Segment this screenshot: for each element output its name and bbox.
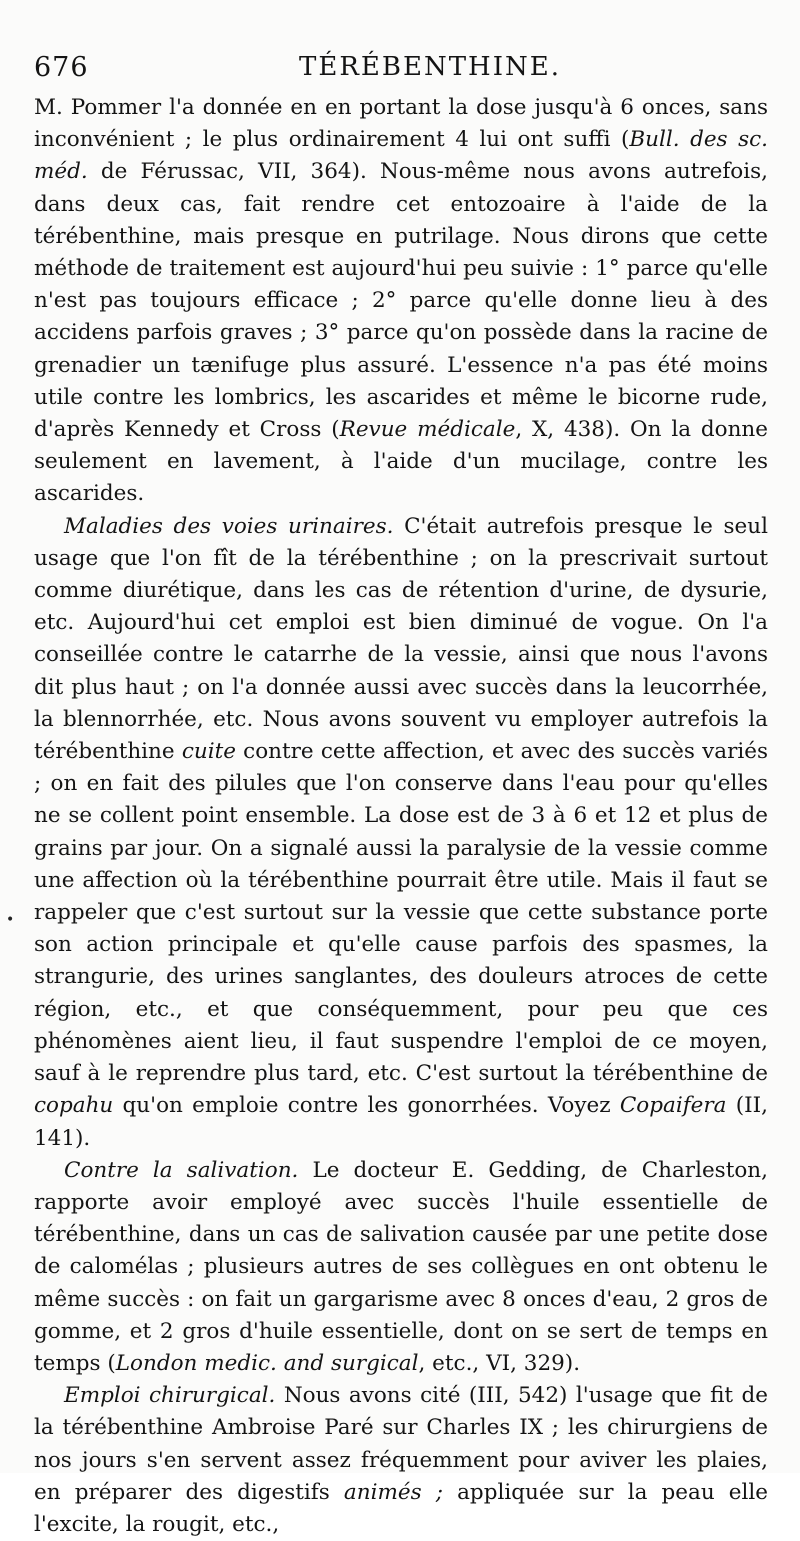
paragraph — [34, 92, 768, 511]
text-run: de Férussac, VII, 364). Nous-même nous avons autrefois, dans deux cas, fait rendre cet entozoaire à l'aide de la térébenthine, mais presque en putrilage. Nous dirons que cette méthode de traitement est aujourd'hui peu suivie : 1° parce qu'elle n'est pas toujours efficace ; 2° parce qu'elle donne lieu à des accidens parfois graves ; 3° parce qu'on possède dans la racine de grenadier un tænifuge plus assuré. L'essence n'a pas été moins utile contre les lombrics, les ascarides et même le bicorne rude, d'après Kennedy et Cross ( — [34, 159, 768, 443]
paragraph — [34, 1155, 768, 1380]
italic-text: London medic. and surgical — [115, 1350, 419, 1376]
text-run: (II, 141). — [34, 1093, 768, 1151]
paragraph — [34, 1380, 768, 1541]
italic-text: copahu — [34, 1093, 114, 1119]
running-title: TÉRÉBENTHINE. — [299, 52, 561, 82]
text-run: , etc., VI, 329). — [418, 1350, 581, 1376]
page-number: 676 — [34, 52, 89, 83]
page-header — [34, 48, 768, 92]
text-run: , X, 438). On la donne seulement en lavement, à l'aide d'un mucilage, contre les ascarides. — [34, 417, 768, 507]
italic-text: Bull. des sc. méd. — [34, 127, 769, 185]
italic-text: Contre la salivation. — [64, 1157, 299, 1183]
italic-text: Revue médicale — [339, 417, 516, 443]
text-run: Le docteur E. Gedding, de Charleston, rapporte avoir employé avec succès l'huile essentielle de térébenthine, dans un cas de salivation causée par une petite dose de calomélas ; plusieurs autres de ses collègues en ont obtenu le même succès : on fait un gargarisme avec 8 onces d'eau, 2 gros de gomme, et 2 gros d'huile essentielle, dont on se sert de temps en temps ( — [34, 1157, 768, 1376]
text-run: qu'on emploie contre les gonorrhées. Voyez — [113, 1093, 620, 1119]
paragraph — [34, 511, 768, 1155]
italic-text: Maladies des voies urinaires. — [64, 513, 394, 539]
body-text — [34, 92, 768, 1541]
text-run: M. Pommer l'a donnée en en portant la dose jusqu'à 6 onces, sans inconvénient ; le plus ordinairement 4 lui ont suffi ( — [34, 95, 768, 153]
italic-text: cuite — [181, 739, 236, 765]
text-run: Nous avons cité (III, 542) l'usage que fit de la térébenthine Ambroise Paré sur Charles IX ; les chirurgiens de nos jours s'en servent assez fréquemment pour aviver les plaies, en préparer des digestifs — [34, 1383, 768, 1505]
margin-mark: • — [6, 912, 15, 928]
italic-text: Copaifera — [619, 1093, 727, 1119]
text-run: appliquée sur la peau elle l'excite, la rougit, etc., — [34, 1479, 769, 1537]
text-run: contre cette affection, et avec des succès variés ; on en fait des pilules que l'on conserve dans l'eau pour qu'elles ne se collent point ensemble. La dose est de 3 à 6 et 12 et plus de grains par jour. On a signalé aussi la paralysie de la vessie comme une affection où la térébenthine pourrait être utile. Mais il faut se rappeler que c'est surtout sur la vessie que cette substance porte son action principale et qu'elle cause parfois des spasmes, la strangurie, des urines sanglantes, des douleurs atroces de cette région, etc., et que conséquemment, pour peu que ces phénomènes aient lieu, il faut suspendre l'emploi de ce moyen, sauf à le reprendre plus tard, etc. C'est surtout la térébenthine de — [34, 739, 769, 1087]
italic-text: Emploi chirurgical. — [64, 1383, 276, 1409]
italic-text: animés ; — [343, 1479, 443, 1505]
text-run: C'était autrefois presque le seul usage que l'on fît de la térébenthine ; on la prescrivait surtout comme diurétique, dans les cas de rétention d'urine, de dysurie, etc. Aujourd'hui cet emploi est bien diminué de vogue. On l'a conseillée contre le catarrhe de la vessie, ainsi que nous l'avons dit plus haut ; on l'a donnée aussi avec succès dans la leucorrhée, la blennorrhée, etc. Nous avons souvent vu employer autrefois la térébenthine — [34, 513, 768, 765]
